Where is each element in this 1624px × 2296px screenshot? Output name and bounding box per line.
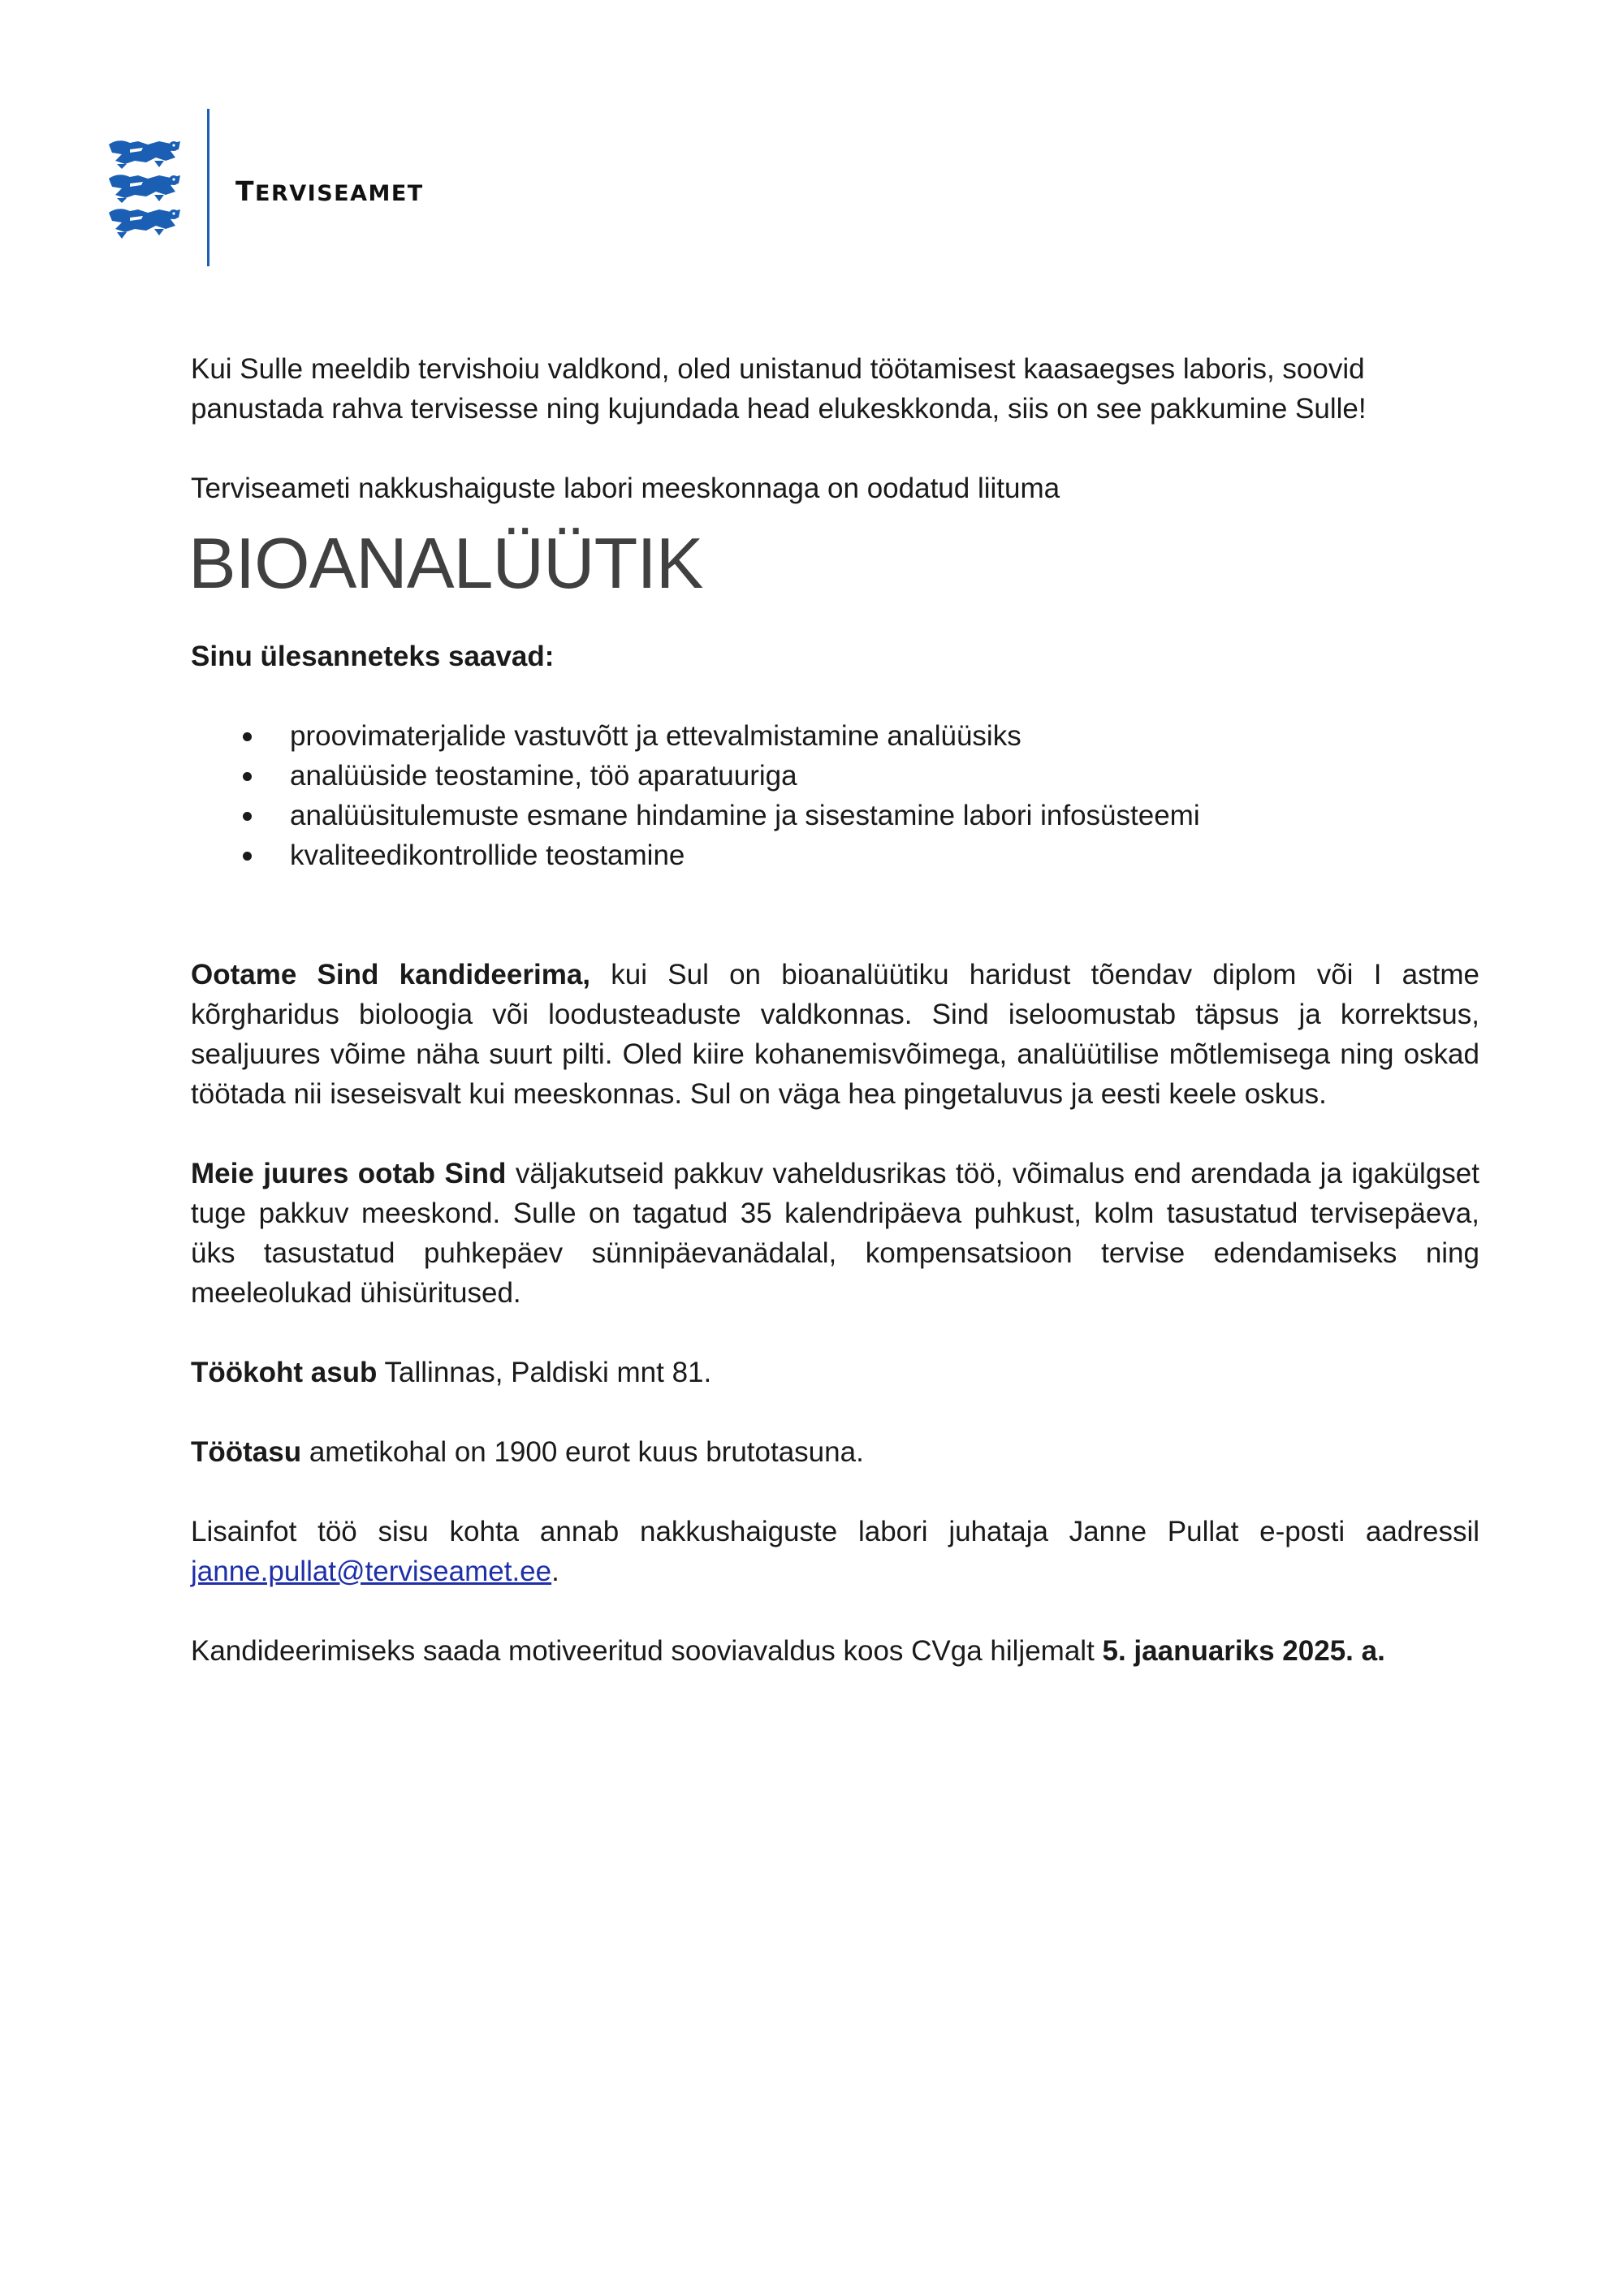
apply-paragraph <box>191 1631 1479 1671</box>
tasks-heading: Sinu ülesanneteks saavad: <box>191 641 555 672</box>
requirements-paragraph <box>191 955 1479 1114</box>
tasks-list <box>191 716 1479 875</box>
offer-lead: Meie juures ootab Sind <box>191 1158 507 1189</box>
location-paragraph <box>191 1353 1479 1392</box>
salary-lead: Töötasu <box>191 1436 302 1468</box>
tasks-list-item: analüüside teostamine, töö aparatuuriga <box>191 756 1479 796</box>
organization-name <box>235 175 424 207</box>
invite-paragraph: Terviseameti nakkushaiguste labori meeskonnaga on oodatud liituma <box>191 473 1060 504</box>
organization-name-initial: T <box>235 175 256 207</box>
tasks-list-item: analüüsitulemuste esmane hindamine ja sisestamine labori infosüsteemi <box>191 796 1479 835</box>
contact-email-link[interactable]: janne.pullat@terviseamet.ee <box>191 1556 552 1587</box>
job-title: BIOANALÜÜTIK <box>188 523 703 603</box>
offer-paragraph <box>191 1154 1479 1313</box>
tasks-list-item: proovimaterjalide vastuvõtt ja ettevalmistamine analüüsiks <box>191 716 1479 756</box>
location-lead: Töökoht asub <box>191 1357 378 1388</box>
contact-text: Lisainfot töö sisu kohta annab nakkushaiguste labori juhataja Janne Pullat e-posti aadressil <box>191 1516 1479 1547</box>
header-divider <box>207 109 209 266</box>
requirements-lead: Ootame Sind kandideerima, <box>191 959 591 990</box>
intro-paragraph: Kui Sulle meeldib tervishoiu valdkond, oled unistanud töötamisest kaasaegses laboris, soovid panustada rahva tervisesse ning kujundada head elukeskkonda, siis on see pakkumine Sulle! <box>191 353 1367 425</box>
tasks-list-item: kvaliteedikontrollide teostamine <box>191 835 1479 875</box>
location-text: Tallinnas, Paldiski mnt 81. <box>377 1357 712 1388</box>
requirements-text: kui Sul on bioanalüütiku haridust tõendav diplom või I astme kõrgharidus bioloogia või loodusteaduste valdkonnas. Sind iseloomustab täpsus ja korrektsus, sealjuures võime näha suurt pilti. Oled kiire kohanemisvõimega, analüütilise mõtlemisega ning oskad töötada nii iseseisvalt kui meeskonnas. Sul on väga hea pingetaluvus ja eesti keele oskus. <box>191 959 1479 1110</box>
apply-deadline: 5. jaanuariks 2025. a. <box>1102 1635 1385 1667</box>
salary-text: ametikohal on 1900 eurot kuus brutotasuna. <box>301 1436 864 1468</box>
offer-text: väljakutseid pakkuv vaheldusrikas töö, võimalus end arendada ja igakülgset tuge pakkuv meeskond. Sulle on tagatud 35 kalendripäeva puhkust, kolm tasustatud tervisepäeva, üks tasustatud puhkepäev sünnipäevanädalal, kompensatsioon tervise edendamiseks ning meeleolukad ühisüritused. <box>191 1158 1479 1309</box>
contact-after: . <box>551 1556 559 1587</box>
coat-of-arms-icon <box>106 136 184 242</box>
apply-text: Kandideerimiseks saada motiveeritud sooviavaldus koos CVga hiljemalt <box>191 1635 1103 1667</box>
document-body <box>188 349 1479 1711</box>
salary-paragraph <box>191 1432 1479 1472</box>
contact-paragraph <box>191 1512 1479 1591</box>
organization-name-rest: ERVISEAMET <box>255 181 424 206</box>
